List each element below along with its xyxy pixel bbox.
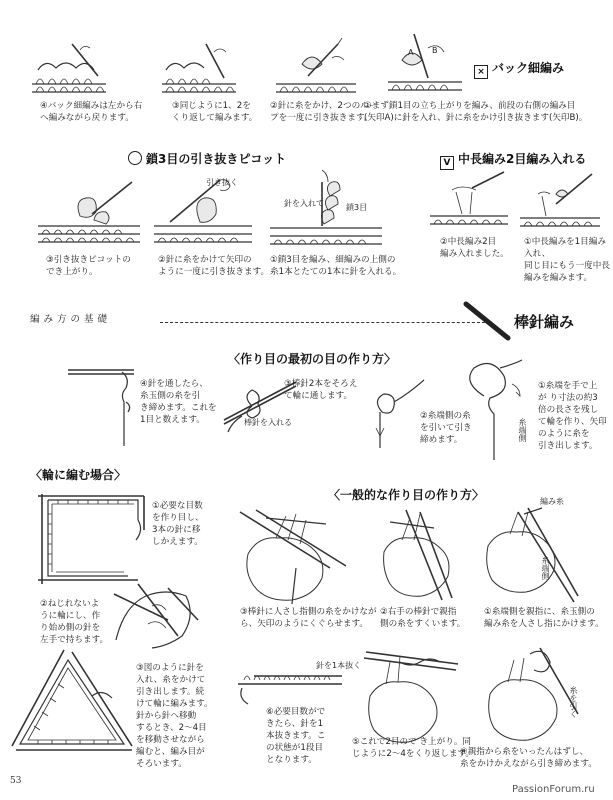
back-sc-title [474, 59, 564, 79]
back-sc-step1-illustration [384, 26, 466, 96]
label-b: B [432, 46, 438, 55]
back-sc-symbol: × [474, 65, 488, 79]
general-step3-caption: ③棒針に人さし指側の糸をかけなが ら、矢印のようにくぐらせます。 [240, 607, 377, 629]
round-step2-illustration [108, 580, 200, 650]
back-sc-step3-caption: ③同じように1、2を くり返して編みます。 [172, 101, 258, 123]
picot-step3-illustration [34, 178, 144, 250]
general-step1-caption: ①糸端側を親指に、糸玉側の 編み糸を人さし指にかけます。 [484, 607, 604, 629]
round-step3-illustration [8, 646, 136, 754]
label-a: A [408, 48, 414, 57]
picot-title-text: 鎖3目の引き抜きピコット [146, 152, 287, 166]
general-step2-caption: ②右手の棒針で親指 側の糸をすくいます。 [380, 607, 466, 629]
general-step6-caption: ⑥必要目数がで きたら、針を1 本抜きます。こ の状態が1段目 となります。 [266, 707, 326, 765]
back-sc-step2-caption: ②針に糸をかけ、2つのルー プを一度に引き抜きます。 [270, 101, 378, 123]
picot-step2-illustration [150, 172, 256, 250]
label-one-needle: 針を1本抜く [316, 661, 362, 670]
label-chain3: 鎖3目 [346, 203, 368, 212]
round-step1-illustration [28, 490, 148, 586]
picot-symbol-icon [128, 151, 142, 165]
back-sc-step2-illustration [272, 36, 360, 98]
chunaga-step2-illustration [426, 168, 512, 230]
general-step5-caption: ⑤これで2目ので き上がり。同 じように2～4をくり返します。 [352, 737, 474, 759]
label-insert-needle: 棒針を入れる [244, 418, 292, 427]
knitting-needle-icon [462, 300, 514, 344]
first-stitch-step4-illustration [68, 360, 138, 452]
back-sc-title-text: バック細編み [492, 61, 565, 75]
picot-title [128, 150, 286, 167]
label-insert: 針を入れて [284, 199, 324, 208]
watermark: PassionForum.ru [512, 784, 595, 795]
section-big-title: 棒針編み [514, 313, 575, 331]
chunaga-step2-caption: ②中長編み2目 編み入れました。 [440, 237, 509, 259]
label-yarn: 編み糸 [540, 497, 564, 506]
back-sc-step4-illustration [28, 40, 110, 98]
general-step4-illustration [480, 644, 580, 744]
first-stitch-step3-caption: ③棒針2本をそろえ て輪に通します。 [284, 379, 358, 401]
chunaga-symbol: V [440, 156, 454, 170]
back-sc-step4-caption: ④バック細編みは左から右 へ編みながら戻ります。 [40, 101, 143, 123]
label-tighten: 糸を引く [569, 686, 578, 718]
first-stitch-step4-caption: ④針を通したら、 糸玉側の糸を引 き締めます。これを 1目と数えます。 [140, 379, 217, 425]
picot-step1-illustration [266, 168, 386, 252]
chunaga-step1-illustration [516, 168, 604, 232]
picot-step3-caption: ③引き抜きピコットの でき上がり。 [46, 255, 131, 277]
general-step2-illustration [370, 508, 466, 604]
general-title: 〈一般的な作り目の作り方〉 [328, 488, 485, 502]
page-number: 53 [10, 776, 22, 786]
first-stitch-step1-caption: ①糸端を手で上 が り寸法の約3 倍の長さを残し て輪を作り、矢印 のように糸を 引き出します。 [538, 381, 607, 451]
first-stitch-step2-illustration [356, 372, 428, 452]
general-step1-illustration [478, 506, 578, 602]
round-step2-caption: ②ねじれないよ うに輪にし、作 り始め側の針を 左手で持ちます。 [40, 599, 109, 645]
chunaga-title-text: 中長編み2目編み入れる [458, 152, 587, 166]
first-stitch-step2-caption: ②糸端側の糸 を引いて引き 締めます。 [420, 411, 472, 445]
first-stitch-title: 〈作り目の最初の目の作り方〉 [228, 352, 397, 366]
section-divider [160, 322, 490, 323]
picot-step2-caption: ②針に糸をかけて矢印の ように一度に引き抜きます。 [158, 255, 270, 277]
round-step1-caption: ①必要な目数 を作り目し、 3本の針に移 しかえます。 [152, 501, 204, 547]
chunaga-title [440, 150, 586, 170]
label-yarn-end: 糸端側 [518, 418, 527, 442]
picot-step1-caption: ①鎖3目を編み、細編みの上側の 糸1本とたての1本に針を入れる。 [270, 255, 402, 277]
round-step3-caption: ③図のように針を 入れ、糸をかけて 引き出します。続 けて輪に編みます。 針から針へ移動 するとき、2～4目 を移動させながら 編むと、編み目が そろいます。 [136, 663, 213, 769]
label-end-general: 糸端側 [541, 556, 550, 580]
general-step4-caption: ④親指から糸をいったんはずし、 糸をかけかえながら引き締めます。 [460, 747, 597, 769]
back-sc-step1-caption: ①まず鎖1目の立ち上がりを編み、前段の右側の編み目 (矢印A)に針を入れ、針に糸をかけ引き抜きます(矢印B)。 [364, 101, 588, 123]
general-step3-illustration [236, 508, 354, 604]
chunaga-step1-caption: ①中長編みを1目編み入れ、 同じ目にもう一度中長 編みを編みます。 [524, 237, 610, 283]
label-pull: 引き抜く [206, 178, 238, 187]
general-step5-illustration [360, 648, 460, 744]
round-title: 〈輪に編む場合〉 [30, 468, 127, 482]
back-sc-step3-illustration [158, 40, 240, 98]
section-label: 編み方の基礎 [30, 314, 112, 325]
